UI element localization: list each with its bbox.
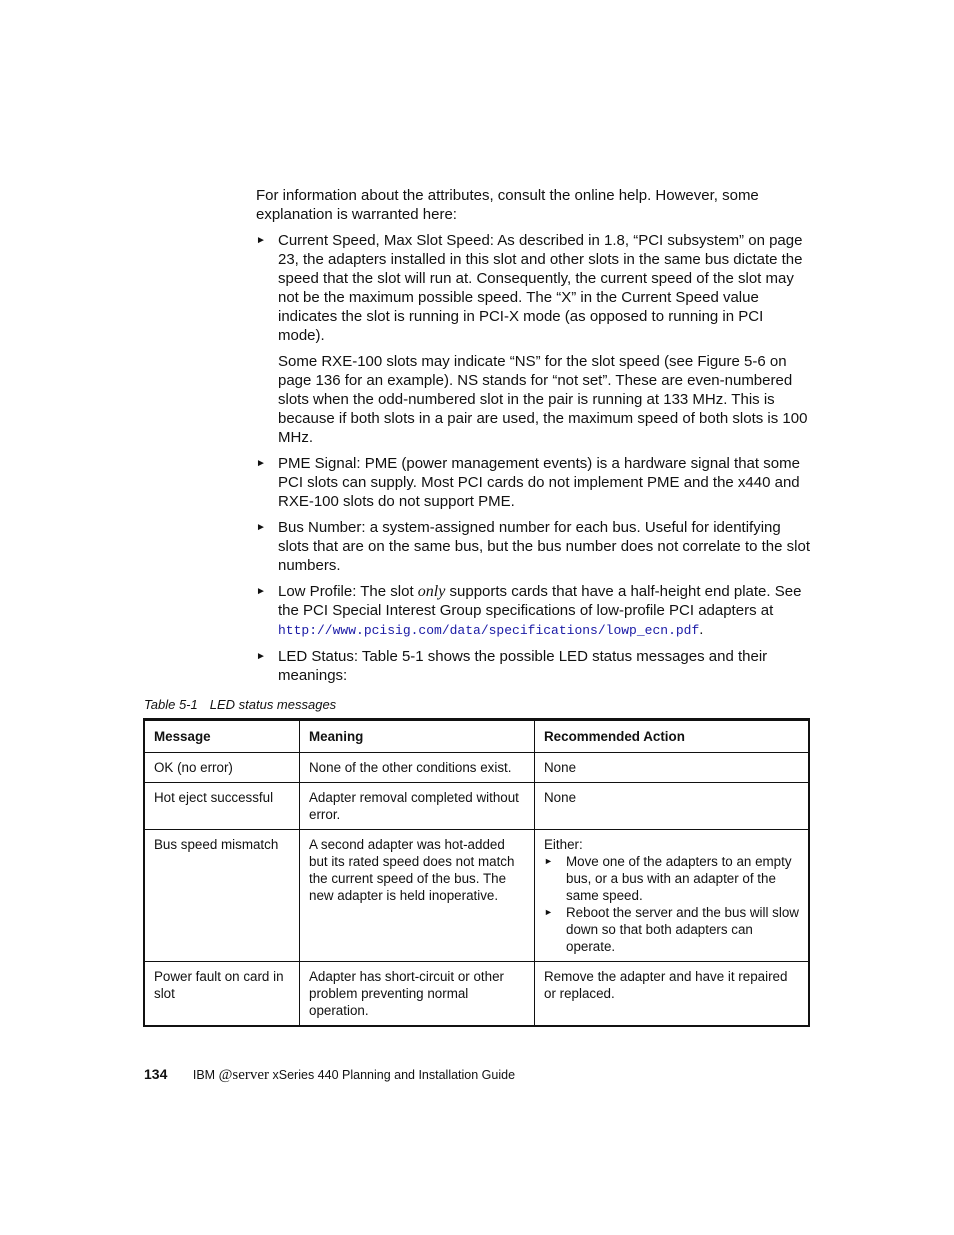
- action-list: [544, 853, 800, 955]
- action-intro: Either:: [544, 837, 583, 852]
- cell-message: Hot eject successful: [144, 783, 300, 830]
- cell-meaning: Adapter removal completed without error.: [300, 783, 535, 830]
- intro-paragraph: For information about the attributes, consult the online help. However, some explanation is warranted here:: [256, 187, 759, 223]
- bullet-arrow-icon: ►: [256, 651, 266, 662]
- bus-number-text: Bus Number: a system-assigned number for each bus. Useful for identifying slots that are on the same bus, but the bus number does not correlate to the slot numbers.: [278, 519, 810, 574]
- page-number: 134: [144, 1066, 168, 1082]
- low-profile-text-mid: supports cards that have a half-height end plate. See the PCI Special Interest Group specifications of low-profile PCI adapters at: [278, 583, 802, 619]
- cell-action: [535, 830, 810, 962]
- cell-message: Bus speed mismatch: [144, 830, 300, 962]
- eserver-logo: @server: [218, 1067, 270, 1083]
- table-caption-number: Table 5-1: [144, 697, 198, 712]
- list-item-pme-signal: [256, 454, 812, 511]
- cell-action: Remove the adapter and have it repaired or replaced.: [535, 962, 810, 1027]
- rxe-ns-paragraph: Some RXE-100 slots may indicate “NS” for the slot speed (see Figure 5-6 on page 136 for an example). NS stands for “not set”. These are even-numbered slots when the odd-numbered slot in the pair is running at 133 MHz. This is because if both slots in a pair are used, the maximum speed of both slots is 100 MHz.: [278, 353, 808, 446]
- table-row: [144, 962, 809, 1027]
- emphasis-only: only: [417, 583, 446, 600]
- table-header-row: [144, 720, 809, 753]
- list-item-bus-number: [256, 518, 812, 575]
- action-item-text: Reboot the server and the bus will slow down so that both adapters can operate.: [566, 905, 799, 954]
- bullet-arrow-icon: ►: [256, 522, 266, 533]
- header-recommended-action: Recommended Action: [535, 720, 810, 753]
- cell-meaning: Adapter has short-circuit or other problem preventing normal operation.: [300, 962, 535, 1027]
- bullet-arrow-icon: ►: [256, 458, 266, 469]
- header-message: Message: [144, 720, 300, 753]
- list-item-current-speed: [256, 231, 812, 447]
- table-row: [144, 753, 809, 783]
- bullet-arrow-icon: ►: [544, 907, 553, 917]
- page-footer: [144, 1066, 515, 1084]
- pcisig-link[interactable]: http://www.pcisig.com/data/specifications/lowp_ecn.pdf: [278, 623, 700, 638]
- attribute-list: [256, 231, 812, 685]
- led-status-text: LED Status: Table 5-1 shows the possible LED status messages and their meanings:: [278, 648, 768, 684]
- bullet-arrow-icon: ►: [544, 856, 553, 866]
- action-list-item: [544, 904, 800, 955]
- current-speed-paragraph: Current Speed, Max Slot Speed: As described in 1.8, “PCI subsystem” on page 23, the adapters installed in this slot and other slots in the same bus dictate the speed that the slot will run at. Consequently, the current speed of the slot may not be the maximum possible speed. The “X” in the Current Speed value indicates the slot is running in PCI-X mode (as opposed to running in PCI mode).: [278, 232, 803, 344]
- table-caption: [144, 697, 336, 712]
- list-item-low-profile: [256, 582, 812, 640]
- table-row: [144, 830, 809, 962]
- footer-title: xSeries 440 Planning and Installation Guide: [272, 1068, 516, 1082]
- led-status-table: [143, 718, 810, 1027]
- action-list-item: [544, 853, 800, 904]
- table-caption-title: LED status messages: [209, 697, 337, 712]
- low-profile-text-start: Low Profile: The slot: [278, 583, 418, 600]
- cell-action: None: [535, 753, 810, 783]
- header-meaning: Meaning: [300, 720, 535, 753]
- cell-message: Power fault on card in slot: [144, 962, 300, 1027]
- bullet-arrow-icon: ►: [256, 235, 266, 246]
- list-item-led-status: [256, 647, 812, 685]
- cell-action: None: [535, 783, 810, 830]
- cell-meaning: A second adapter was hot-added but its rated speed does not match the current speed of the bus. The new adapter is held inoperative.: [300, 830, 535, 962]
- footer-brand: IBM: [192, 1068, 216, 1082]
- cell-message: OK (no error): [144, 753, 300, 783]
- bullet-arrow-icon: ►: [256, 586, 266, 597]
- body-text: [256, 186, 812, 692]
- cell-meaning: None of the other conditions exist.: [300, 753, 535, 783]
- table-row: [144, 783, 809, 830]
- pme-signal-text: PME Signal: PME (power management events) is a hardware signal that some PCI slots can supply. Most PCI cards do not implement PME and the x440 and RXE-100 slots do not support PME.: [278, 455, 800, 510]
- low-profile-text-end: .: [699, 621, 704, 638]
- action-item-text: Move one of the adapters to an empty bus, or a bus with an adapter of the same speed.: [566, 854, 792, 903]
